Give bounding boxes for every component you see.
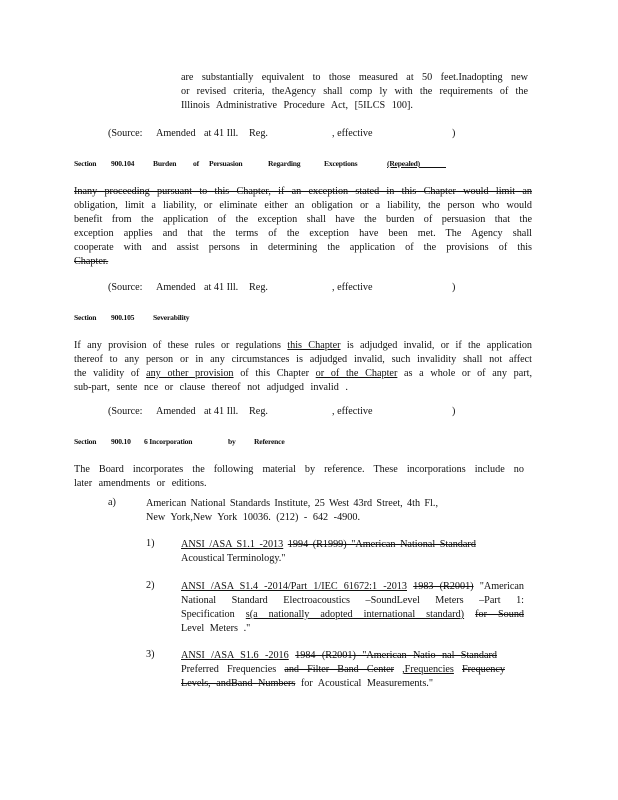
sub-2-line-3: Specification s(a nationally adopted international standard) for Sound xyxy=(181,609,525,620)
sub-3-line-1 xyxy=(181,649,497,663)
intro-line-3: Illinois Administrative Procedure Act, [5ILCS 100]. xyxy=(181,100,413,111)
section-title-word: Severability xyxy=(153,313,190,322)
sub-2-line-1: ANSI /ASA S1.4 -2014/Part 1/IEC 61672:1 -2013 1983 (R2001) "American xyxy=(181,581,525,592)
sub-2-line-4: Level Meters ." xyxy=(181,623,251,634)
intro-line-2: or revised criteria, theAgency shall comp ly with the requirements of the xyxy=(181,86,528,97)
source-at: at 41 Ill. xyxy=(204,128,239,139)
inserted-text: any other provision xyxy=(146,368,234,379)
deleted-text: and Filter Band Center xyxy=(284,664,395,675)
source-effective: , effective xyxy=(332,128,373,139)
inserted-text: ,Frequencies xyxy=(402,664,454,675)
item-a-line-2: New York,New York 10036. (212) - 642 -4900. xyxy=(146,512,360,523)
section-number: 900.104 xyxy=(111,159,135,168)
section-number: 900.10 xyxy=(111,437,131,446)
sub-3-line-2: Preferred Frequencies and Filter Band Center ,Frequencies Frequency xyxy=(181,664,505,675)
source-close: ) xyxy=(452,406,456,417)
source-reg: Reg. xyxy=(249,282,268,293)
inserted-text: ANSI /ASA S1.1 -2013 xyxy=(181,539,284,550)
deleted-text: 1994 (R1999) "American National Standard xyxy=(287,539,476,550)
inserted-text: ANSI /ASA S1.6 -2016 xyxy=(181,650,289,661)
body-104-line-1: Inany proceeding pursuant to this Chapter, if an exception stated in this Chapter would limit an xyxy=(74,186,532,197)
body-104-line-6: Chapter. xyxy=(74,256,109,267)
deleted-text: Levels, andBand Numbers xyxy=(181,678,296,689)
source-reg: Reg. xyxy=(249,128,268,139)
section-word: Section xyxy=(74,437,97,446)
source-effective: , effective xyxy=(332,282,373,293)
body-106-line-1: The Board incorporates the following material by reference. These incorporations include no xyxy=(74,464,524,475)
section-number: 900.105 xyxy=(111,313,135,322)
sub-1-line-1 xyxy=(181,538,511,552)
section-title-word: of xyxy=(193,159,199,168)
body-104-line-2: obligation, limit a liability, or eliminate either an obligation or a liability, the person who would xyxy=(74,200,532,211)
source-label: (Source: xyxy=(108,406,143,417)
deleted-text: Frequency xyxy=(462,664,505,675)
section-word: Section xyxy=(74,313,97,322)
sub-3-line-3: Levels, andBand Numbers for Acoustical Measurements." xyxy=(181,678,433,689)
section-title-word: Exceptions xyxy=(324,159,358,168)
body-105-line-4: sub-part, sente nce or clause thereof not adjudged invalid . xyxy=(74,382,348,393)
item-a-label: a) xyxy=(108,497,116,508)
deleted-text: 1984 (R2001) "American Natio nal Standard xyxy=(295,650,498,661)
inserted-text: or of the Chapter xyxy=(315,368,398,379)
body-106-line-2: later amendments or editions. xyxy=(74,478,207,489)
source-amended: Amended xyxy=(156,128,196,139)
section-repealed: (Repealed) xyxy=(387,159,421,168)
body-105-line-1: If any provision of these rules or regulations this Chapter is adjudged invalid, or if the application xyxy=(74,340,533,351)
source-effective: , effective xyxy=(332,406,373,417)
inserted-text: this Chapter xyxy=(287,340,341,351)
body-105-line-2: thereof to any person or in any circumstances is adjudged invalid, such invalidity shall not affect xyxy=(74,354,532,365)
inserted-text: s(a nationally adopted international standard) xyxy=(245,609,465,620)
repealed-underline-extension xyxy=(420,167,446,168)
source-label: (Source: xyxy=(108,282,143,293)
deleted-text: 1983 (R2001) xyxy=(413,581,474,592)
sub-1-line-2: Acoustical Terminology." xyxy=(181,553,286,564)
section-title-word: Reference xyxy=(254,437,285,446)
sub-3-label: 3) xyxy=(146,649,155,660)
source-at: at 41 Ill. xyxy=(204,406,239,417)
source-close: ) xyxy=(452,128,456,139)
body-105-line-3: the validity of any other provision of this Chapter or of the Chapter as a whole or of any part, xyxy=(74,368,532,379)
deleted-text: for Sound xyxy=(475,609,525,620)
item-a-line-1: American National Standards Institute, 25 West 43rd Street, 4th Fl., xyxy=(146,498,438,509)
intro-line-1: are substantially equivalent to those measured at 50 feet.Inadopting new xyxy=(181,72,528,83)
body-104-line-3: benefit from the application of the exception shall have the burden of persuasion that the xyxy=(74,214,532,225)
section-word: Section xyxy=(74,159,97,168)
source-amended: Amended xyxy=(156,406,196,417)
section-title-word: Burden xyxy=(153,159,177,168)
source-at: at 41 Ill. xyxy=(204,282,239,293)
body-104-line-5: cooperate with and assist persons in determining the application of the provisions of this xyxy=(74,242,532,253)
body-104-line-4: exception applies and that the terms of the exception have been met. The Agency shall xyxy=(74,228,532,239)
section-title-word: Persuasion xyxy=(209,159,243,168)
source-reg: Reg. xyxy=(249,406,268,417)
sub-1-label: 1) xyxy=(146,538,155,549)
section-title-word: by xyxy=(228,437,236,446)
section-title-word: 6 Incorporation xyxy=(144,437,193,446)
inserted-text: ANSI /ASA S1.4 -2014/Part 1/IEC 61672:1 -2013 xyxy=(181,581,407,592)
sub-2-line-2: National Standard Electroacoustics –SoundLevel Meters –Part 1: xyxy=(181,595,524,606)
source-label: (Source: xyxy=(108,128,143,139)
source-amended: Amended xyxy=(156,282,196,293)
sub-2-label: 2) xyxy=(146,580,155,591)
section-title-word: Regarding xyxy=(268,159,301,168)
source-close: ) xyxy=(452,282,456,293)
